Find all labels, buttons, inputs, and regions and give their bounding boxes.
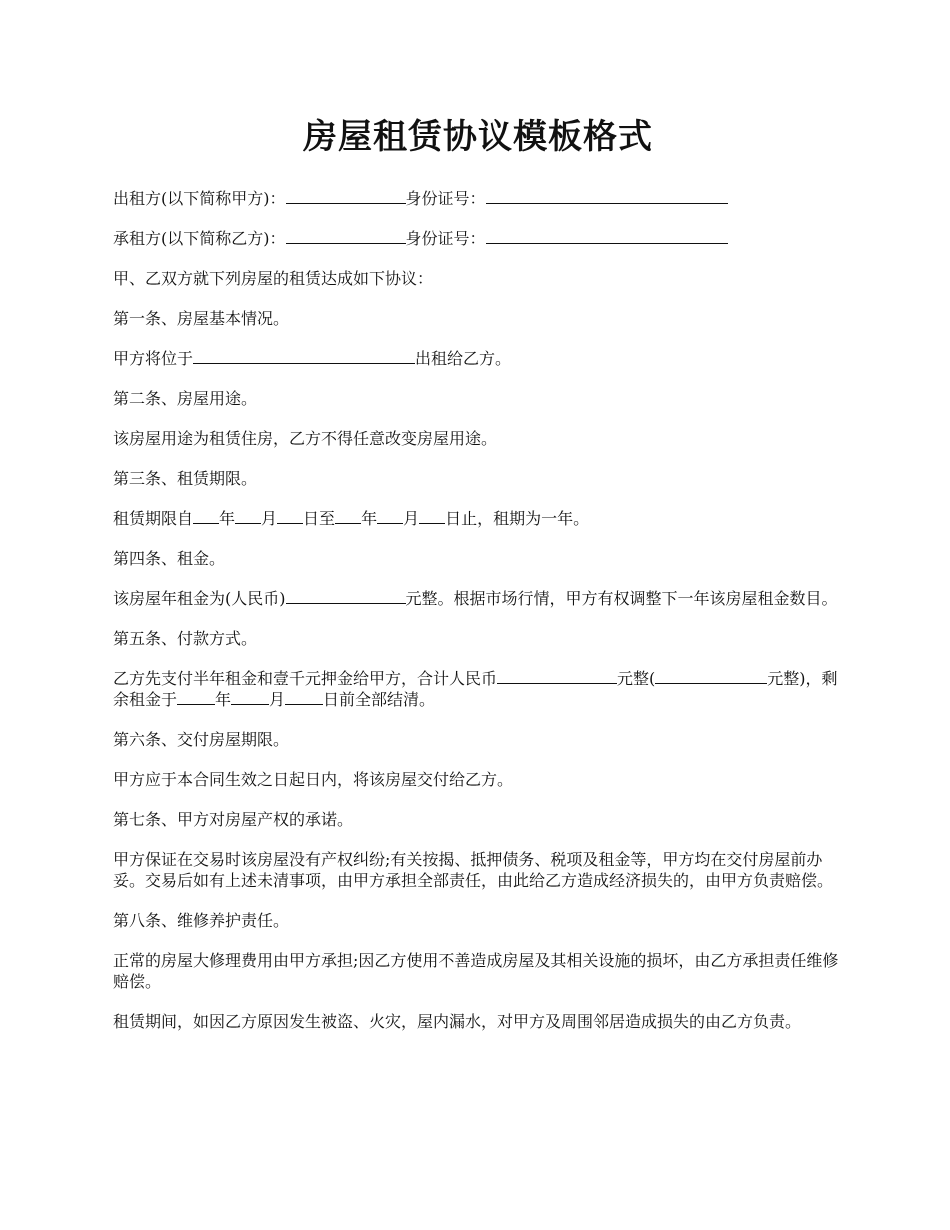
rent-post: 元整。根据市场行情，甲方有权调整下一年该房屋租金数目。 bbox=[405, 589, 838, 608]
lessor-name-blank bbox=[286, 188, 406, 204]
rent-amount-blank bbox=[286, 588, 406, 604]
payment-year-blank bbox=[177, 689, 215, 705]
payment-month-label: 月 bbox=[269, 690, 286, 709]
article2-body: 该房屋用途为租赁住房，乙方不得任意改变房屋用途。 bbox=[113, 429, 498, 448]
start-year-blank bbox=[193, 508, 219, 524]
document-title: 房屋租赁协议模板格式 bbox=[303, 117, 653, 157]
day-to-label: 日至 bbox=[303, 509, 336, 528]
article8-heading: 第八条、维修养护责任。 bbox=[113, 911, 290, 930]
lessee-line bbox=[113, 228, 843, 249]
article5-body bbox=[113, 668, 843, 710]
lessor-id-blank bbox=[486, 188, 728, 204]
end-month-blank bbox=[377, 508, 403, 524]
article4-heading: 第四条、租金。 bbox=[113, 549, 226, 568]
lessor-id-label: 身份证号： bbox=[405, 189, 486, 208]
article7-heading: 第七条、甲方对房屋产权的承诺。 bbox=[113, 810, 354, 829]
end-day-blank bbox=[419, 508, 445, 524]
article1-body bbox=[113, 348, 843, 369]
intro-paragraph: 甲、乙双方就下列房屋的租赁达成如下协议： bbox=[113, 269, 434, 288]
article7-body: 甲方保证在交易时该房屋没有产权纠纷;有关按揭、抵押债务、税项及租金等，甲方均在交付房屋前办妥。交易后如有上述未清事项，由甲方承担全部责任，由此给乙方造成经济损失的，由甲方负责赔偿。 bbox=[113, 850, 834, 890]
rent-pre: 该房屋年租金为(人民币) bbox=[113, 589, 286, 608]
end-year-blank bbox=[335, 508, 361, 524]
article1-post: 出租给乙方。 bbox=[415, 349, 512, 368]
article5-heading: 第五条、付款方式。 bbox=[113, 629, 258, 648]
end-month-label: 月 bbox=[403, 509, 420, 528]
term-pre: 租赁期限自 bbox=[113, 509, 194, 528]
article6-heading: 第六条、交付房屋期限。 bbox=[113, 730, 290, 749]
article3-body bbox=[113, 508, 843, 529]
lessee-id-blank bbox=[486, 228, 728, 244]
article4-body bbox=[113, 588, 843, 609]
lessor-label: 出租方(以下简称甲方)： bbox=[113, 189, 286, 208]
term-end-text: 日止，租期为一年。 bbox=[445, 509, 590, 528]
article1-heading: 第一条、房屋基本情况。 bbox=[113, 309, 290, 328]
address-blank bbox=[193, 348, 415, 364]
start-day-blank bbox=[277, 508, 303, 524]
article3-heading: 第三条、租赁期限。 bbox=[113, 469, 258, 488]
payment-capital-blank bbox=[655, 668, 767, 684]
payment-tail: 日前全部结清。 bbox=[323, 690, 436, 709]
article1-pre: 甲方将位于 bbox=[113, 349, 194, 368]
payment-year-label: 年 bbox=[215, 690, 232, 709]
start-month-blank bbox=[235, 508, 261, 524]
article8-body1: 正常的房屋大修理费用由甲方承担;因乙方使用不善造成房屋及其相关设施的损坏，由乙方承担责任维修赔偿。 bbox=[113, 951, 839, 991]
payment-pre: 乙方先支付半年租金和壹千元押金给甲方，合计人民币 bbox=[113, 669, 498, 688]
payment-day-blank bbox=[285, 689, 323, 705]
payment-month-blank bbox=[231, 689, 269, 705]
article2-heading: 第二条、房屋用途。 bbox=[113, 389, 258, 408]
article8-body2: 租赁期间，如因乙方原因发生被盗、火灾，屋内漏水，对甲方及周围邻居造成损失的由乙方负责。 bbox=[113, 1012, 802, 1031]
lessee-id-label: 身份证号： bbox=[405, 229, 486, 248]
end-year-label: 年 bbox=[361, 509, 378, 528]
payment-mid: 元整( bbox=[617, 669, 656, 688]
article6-body: 甲方应于本合同生效之日起日内，将该房屋交付给乙方。 bbox=[113, 770, 514, 789]
lessor-line bbox=[113, 188, 843, 209]
document-page bbox=[113, 112, 843, 1051]
lessee-label: 承租方(以下简称乙方)： bbox=[113, 229, 286, 248]
payment-amount-blank bbox=[497, 668, 617, 684]
payment-close: 元整)，剩余租金于 bbox=[113, 669, 838, 709]
start-month-label: 月 bbox=[261, 509, 278, 528]
lessee-name-blank bbox=[286, 228, 406, 244]
start-year-label: 年 bbox=[219, 509, 236, 528]
